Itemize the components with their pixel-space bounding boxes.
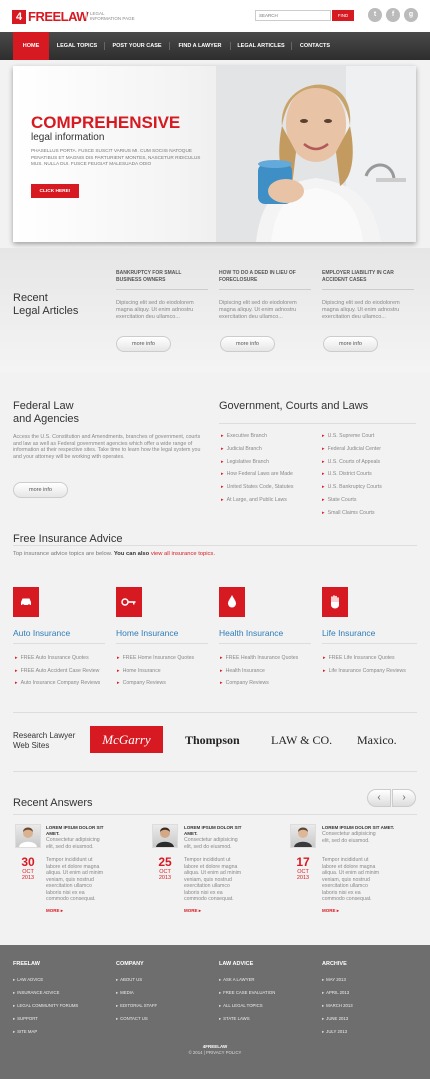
divider — [13, 712, 417, 713]
more-link[interactable]: MORE ▸ — [184, 908, 202, 913]
footer-link[interactable]: ▸ FREE CASE EVALUATION — [219, 990, 314, 995]
heading-line: Recent — [13, 292, 48, 304]
footer-copyright[interactable]: © 2014 | PRIVACY POLICY — [188, 1050, 242, 1055]
avatar — [152, 824, 178, 848]
list-item[interactable]: ▸ U.S. District Courts — [322, 471, 417, 477]
article-text: Dipiscing elit sed do eiodolorem magna aliquy. Ut enim adnostru exercitation deu ullamco... — [116, 300, 194, 320]
auto-insurance-title[interactable]: Auto Insurance — [13, 628, 71, 638]
answer-subtitle: Consectetur adipisicing elit, sed do eiusmod. — [322, 831, 376, 844]
answer-subtitle: Consectetur adipisicing elit, sed do eiusmod. — [184, 837, 238, 850]
section-heading — [13, 292, 78, 318]
facebook-icon[interactable]: f — [386, 8, 400, 22]
car-icon[interactable] — [13, 587, 39, 617]
article-title[interactable]: HOW TO DO A DEED IN LIEU OF FORECLOSURE — [219, 270, 296, 283]
insurance-intro — [13, 551, 215, 557]
hero-text: PHASELLUS PORTA. FUSCE SUSCIT VARIUS MI. CUM SOCIIS NATOQUE PENATIBUS ET MAGNIS DIS PARTURIENT MONTES, NASCETUR RIDICULUS MUS. NULLA DUI. FUSCE FEUGIAT MALESUADA ODIO — [31, 148, 201, 166]
list-item[interactable]: ▸ Legislative Branch — [221, 459, 316, 465]
footer-link[interactable]: ▸ EDITORIAL STAFF — [116, 1003, 211, 1008]
footer-col-law-advice — [219, 961, 314, 1021]
date-year: 2013 — [21, 875, 35, 881]
maxico-logo[interactable]: Maxico. — [357, 733, 397, 747]
footer-link[interactable]: ▸ STATE LAWS — [219, 1016, 314, 1021]
footer-heading: COMPANY — [116, 961, 144, 967]
nav-separator — [104, 42, 105, 50]
avatar — [290, 824, 316, 848]
key-icon[interactable] — [116, 587, 142, 617]
article-card — [322, 270, 414, 321]
footer-link[interactable]: ▸ LEGAL COMMUNITY FORUMS — [13, 1003, 108, 1008]
nav-contacts[interactable]: CONTACTS — [299, 43, 331, 49]
hero-subtitle: legal information — [31, 132, 105, 143]
list-item[interactable]: ▸ Judicial Branch — [221, 446, 316, 452]
answer-date — [15, 856, 41, 881]
auto-insurance-list — [15, 655, 110, 686]
more-label: MORE — [184, 908, 198, 913]
intro-text: Top insurance advice topics are below. — [13, 551, 113, 557]
list-item[interactable]: ▸ Auto Insurance Company Reviews — [15, 680, 110, 686]
heading-line: Research Lawyer — [13, 731, 76, 740]
answer-date — [290, 856, 316, 881]
site-footer — [0, 945, 430, 1079]
list-item[interactable]: ▸ FREE Auto Accident Case Review — [15, 668, 110, 674]
footer-link[interactable]: ▸ MAY 2013 — [322, 977, 417, 982]
more-info-button[interactable]: more info — [220, 336, 275, 352]
heading-line: Web Sites — [13, 740, 50, 750]
nav-home[interactable]: HOME — [13, 32, 49, 60]
insurance-heading: Free Insurance Advice — [13, 533, 123, 545]
list-item[interactable]: ▸ Home Insurance — [117, 668, 212, 674]
footer-link[interactable]: ▸ INSURANCE ADVICE — [13, 990, 108, 995]
nav-legal-articles[interactable]: LEGAL ARTICLES — [237, 43, 285, 49]
nav-find-a-lawyer[interactable]: FIND A LAWYER — [178, 43, 222, 49]
answers-heading: Recent Answers — [13, 797, 93, 809]
answer-text: Tempor incididunt ut labore et dolore magna aliqua. Ut enim ad minim veniam, quis nostrud exercitation ullamco laboris nisi ex ea commodo consequat. — [184, 857, 242, 902]
list-item[interactable]: ▸ FREE Home Insurance Quotes — [117, 655, 212, 661]
insurance-topics-link[interactable]: view all insurance topics. — [150, 551, 215, 557]
footer-link[interactable]: ▸ MEDIA — [116, 990, 211, 995]
answer-date — [152, 856, 178, 881]
more-info-button[interactable]: more info — [323, 336, 378, 352]
list-item[interactable]: ▸ Company Reviews — [117, 680, 212, 686]
footer-link[interactable]: ▸ LAW ADVICE — [13, 977, 108, 982]
list-item[interactable]: ▸ How Federal Laws are Made — [221, 471, 316, 477]
divider — [322, 643, 417, 644]
logo-tagline: LEGAL INFORMATION PAGE — [86, 11, 136, 21]
nav-post-your-case[interactable]: POST YOUR CASE — [112, 43, 162, 49]
date-month: OCT — [297, 869, 309, 875]
footer-link[interactable]: ▸ ALL LEGAL TOPICS — [219, 1003, 314, 1008]
more-link[interactable]: MORE ▸ — [322, 908, 340, 913]
footer-heading: FREELAW — [13, 961, 40, 967]
home-insurance-title[interactable]: Home Insurance — [116, 628, 179, 638]
logo-mark[interactable]: 4 — [12, 10, 26, 24]
list-item[interactable]: ▸ Health Insurance — [220, 668, 315, 674]
more-label: MORE — [46, 908, 60, 913]
government-list-2 — [322, 433, 417, 516]
article-card — [219, 270, 311, 321]
list-item[interactable]: ▸ Small Claims Courts — [322, 510, 417, 516]
google-plus-icon[interactable]: g — [404, 8, 418, 22]
hero-title: COMPREHENSIVE — [31, 113, 181, 132]
list-item[interactable]: ▸ United States Code, Statutes — [221, 484, 316, 490]
health-insurance-title[interactable]: Health Insurance — [219, 628, 284, 638]
answer-text: Tempor incididunt ut labore et dolore magna aliqua. Ut enim ad minim veniam, quis nostrud exercitation ullamco laboris nisi ex ea commodo consequat. — [46, 857, 104, 902]
hero-photo — [216, 66, 416, 242]
heading-line: Legal Articles — [13, 305, 79, 317]
twitter-icon[interactable]: t — [368, 8, 382, 22]
list-item[interactable]: ▸ Federal Judicial Center — [322, 446, 417, 452]
footer-link[interactable]: ▸ SITE MAP — [13, 1029, 108, 1034]
life-insurance-list — [323, 655, 423, 674]
site-header — [0, 0, 430, 32]
divider — [219, 643, 311, 644]
list-item[interactable]: ▸ U.S. Courts of Appeals — [322, 459, 417, 465]
answer-header — [46, 825, 108, 850]
avatar — [15, 824, 41, 848]
date-year: 2013 — [296, 875, 310, 881]
divider — [116, 643, 208, 644]
federal-text: Access the U.S. Constitution and Amendments, branches of government, courts and law as well as Federal government agencies which offer a wide range of information at their respective sites. Take time to learn how the legal system you and your attorney will be working with operates. — [13, 434, 201, 460]
date-year: 2013 — [158, 875, 172, 881]
thompson-logo[interactable]: Thompson — [185, 733, 240, 747]
divider — [219, 423, 416, 424]
health-insurance-list — [220, 655, 315, 686]
government-list-1 — [221, 433, 316, 503]
more-info-button[interactable]: more info — [13, 482, 68, 498]
nav-separator — [291, 42, 292, 50]
list-item[interactable]: ▸ Company Reviews — [220, 680, 315, 686]
search-input[interactable] — [255, 10, 331, 21]
logo-text[interactable]: FREELAW — [28, 9, 89, 24]
article-text: Dipiscing elit sed do eiodolorem magna aliquy. Ut enim adnostru exercitation deu ullamco... — [322, 300, 400, 320]
date-month: OCT — [22, 869, 34, 875]
footer-col-archive — [322, 961, 417, 1034]
main-nav — [0, 32, 430, 60]
article-title[interactable]: EMPLOYER LIABILITY IN CAR ACCIDENT CASES — [322, 270, 394, 283]
article-title[interactable]: BANKRUPTCY FOR SMALL BUSINESS OWNERS — [116, 270, 182, 283]
list-item[interactable]: ▸ U.S. Bankruptcy Courts — [322, 484, 417, 490]
lawco-logo[interactable]: LAW & CO. — [271, 733, 333, 747]
woman-with-mug-image — [216, 66, 416, 242]
footer-link[interactable]: ▸ JULY 2013 — [322, 1029, 417, 1034]
answer-text: Tempor incididunt ut labore et dolore magna aliqua. Ut enim ad minim veniam, quis nostrud exercitation ullamco laboris nisi ex ea commodo consequat. — [322, 857, 380, 902]
footer-link[interactable]: ▸ CONTACT US — [116, 1016, 211, 1021]
list-item[interactable]: ▸ U.S. Supreme Court — [322, 433, 417, 439]
footer-link[interactable]: ▸ APRIL 2013 — [322, 990, 417, 995]
article-card — [116, 270, 208, 321]
footer-link[interactable]: ▸ SUPPORT — [13, 1016, 108, 1021]
hero-cta-button[interactable]: CLICK HERE! — [31, 184, 79, 198]
list-item[interactable]: ▸ FREE Auto Insurance Quotes — [15, 655, 110, 661]
heading-line: and Agencies — [13, 413, 80, 425]
divider — [13, 814, 417, 815]
divider — [219, 289, 311, 290]
divider — [322, 289, 414, 290]
home-insurance-list — [117, 655, 212, 686]
next-button[interactable]: › — [392, 789, 416, 807]
date-day: 17 — [296, 855, 310, 869]
footer-link[interactable]: ▸ MARCH 2013 — [322, 1003, 417, 1008]
more-link[interactable]: MORE ▸ — [46, 908, 64, 913]
divider — [116, 289, 208, 290]
date-month: OCT — [159, 869, 171, 875]
footer-brand: 4FREELAW — [202, 1044, 228, 1049]
drop-icon[interactable] — [219, 587, 245, 617]
life-insurance-title[interactable]: Life Insurance — [322, 628, 376, 638]
research-heading — [13, 731, 75, 750]
intro-bold: You can also — [113, 551, 150, 557]
government-heading: Government, Courts and Laws — [219, 400, 369, 412]
footer-link[interactable]: ▸ ASK A LAWYER — [219, 977, 314, 982]
answer-title[interactable]: LOREM IPSUM DOLOR SIT AMET. — [46, 825, 104, 836]
footer-link[interactable]: ▸ ABOUT US — [116, 977, 211, 982]
more-label: MORE — [322, 908, 336, 913]
divider — [13, 643, 105, 644]
answer-title[interactable]: LOREM IPSUM DOLOR SIT AMET. — [322, 825, 395, 830]
divider — [13, 545, 417, 546]
list-item[interactable]: ▸ FREE Life Insurance Quotes — [323, 655, 423, 661]
more-info-button[interactable]: more info — [116, 336, 171, 352]
heading-line: Federal Law — [13, 400, 74, 412]
nav-legal-topics[interactable]: LEGAL TOPICS — [56, 43, 98, 49]
date-day: 25 — [158, 855, 172, 869]
answer-header — [322, 825, 414, 844]
footer-col-company — [116, 961, 211, 1021]
date-day: 30 — [21, 855, 35, 869]
list-item[interactable]: ▸ FREE Health Insurance Quotes — [220, 655, 315, 661]
prev-button[interactable]: ‹ — [367, 789, 391, 807]
article-text: Dipiscing elit sed do eiodolorem magna aliquy. Ut enim adnostru exercitation deu ullamco... — [219, 300, 297, 320]
mcgarry-logo[interactable]: McGarry — [90, 726, 163, 753]
nav-separator — [230, 42, 231, 50]
list-item[interactable]: ▸ At Large, and Public Laws — [221, 497, 316, 503]
divider — [13, 771, 417, 772]
answer-header — [184, 825, 246, 850]
footer-col-freelaw — [13, 961, 108, 1034]
footer-heading: LAW ADVICE — [219, 961, 254, 967]
hand-icon[interactable] — [322, 587, 348, 617]
footer-link[interactable]: ▸ JUNE 2013 — [322, 1016, 417, 1021]
hero-banner — [13, 66, 416, 242]
answer-subtitle: Consectetur adipisicing elit, sed do eiusmod. — [46, 837, 100, 850]
footer-heading: ARCHIVE — [322, 961, 347, 967]
answer-title[interactable]: LOREM IPSUM DOLOR SIT AMET. — [184, 825, 242, 836]
list-item[interactable]: ▸ Life Insurance Company Reviews — [323, 668, 423, 674]
federal-heading — [13, 400, 79, 426]
search-button[interactable]: FIND — [332, 10, 354, 21]
list-item[interactable]: ▸ Executive Branch — [221, 433, 316, 439]
recent-articles-section — [0, 248, 430, 372]
list-item[interactable]: ▸ State Courts — [322, 497, 417, 503]
nav-separator — [169, 42, 170, 50]
